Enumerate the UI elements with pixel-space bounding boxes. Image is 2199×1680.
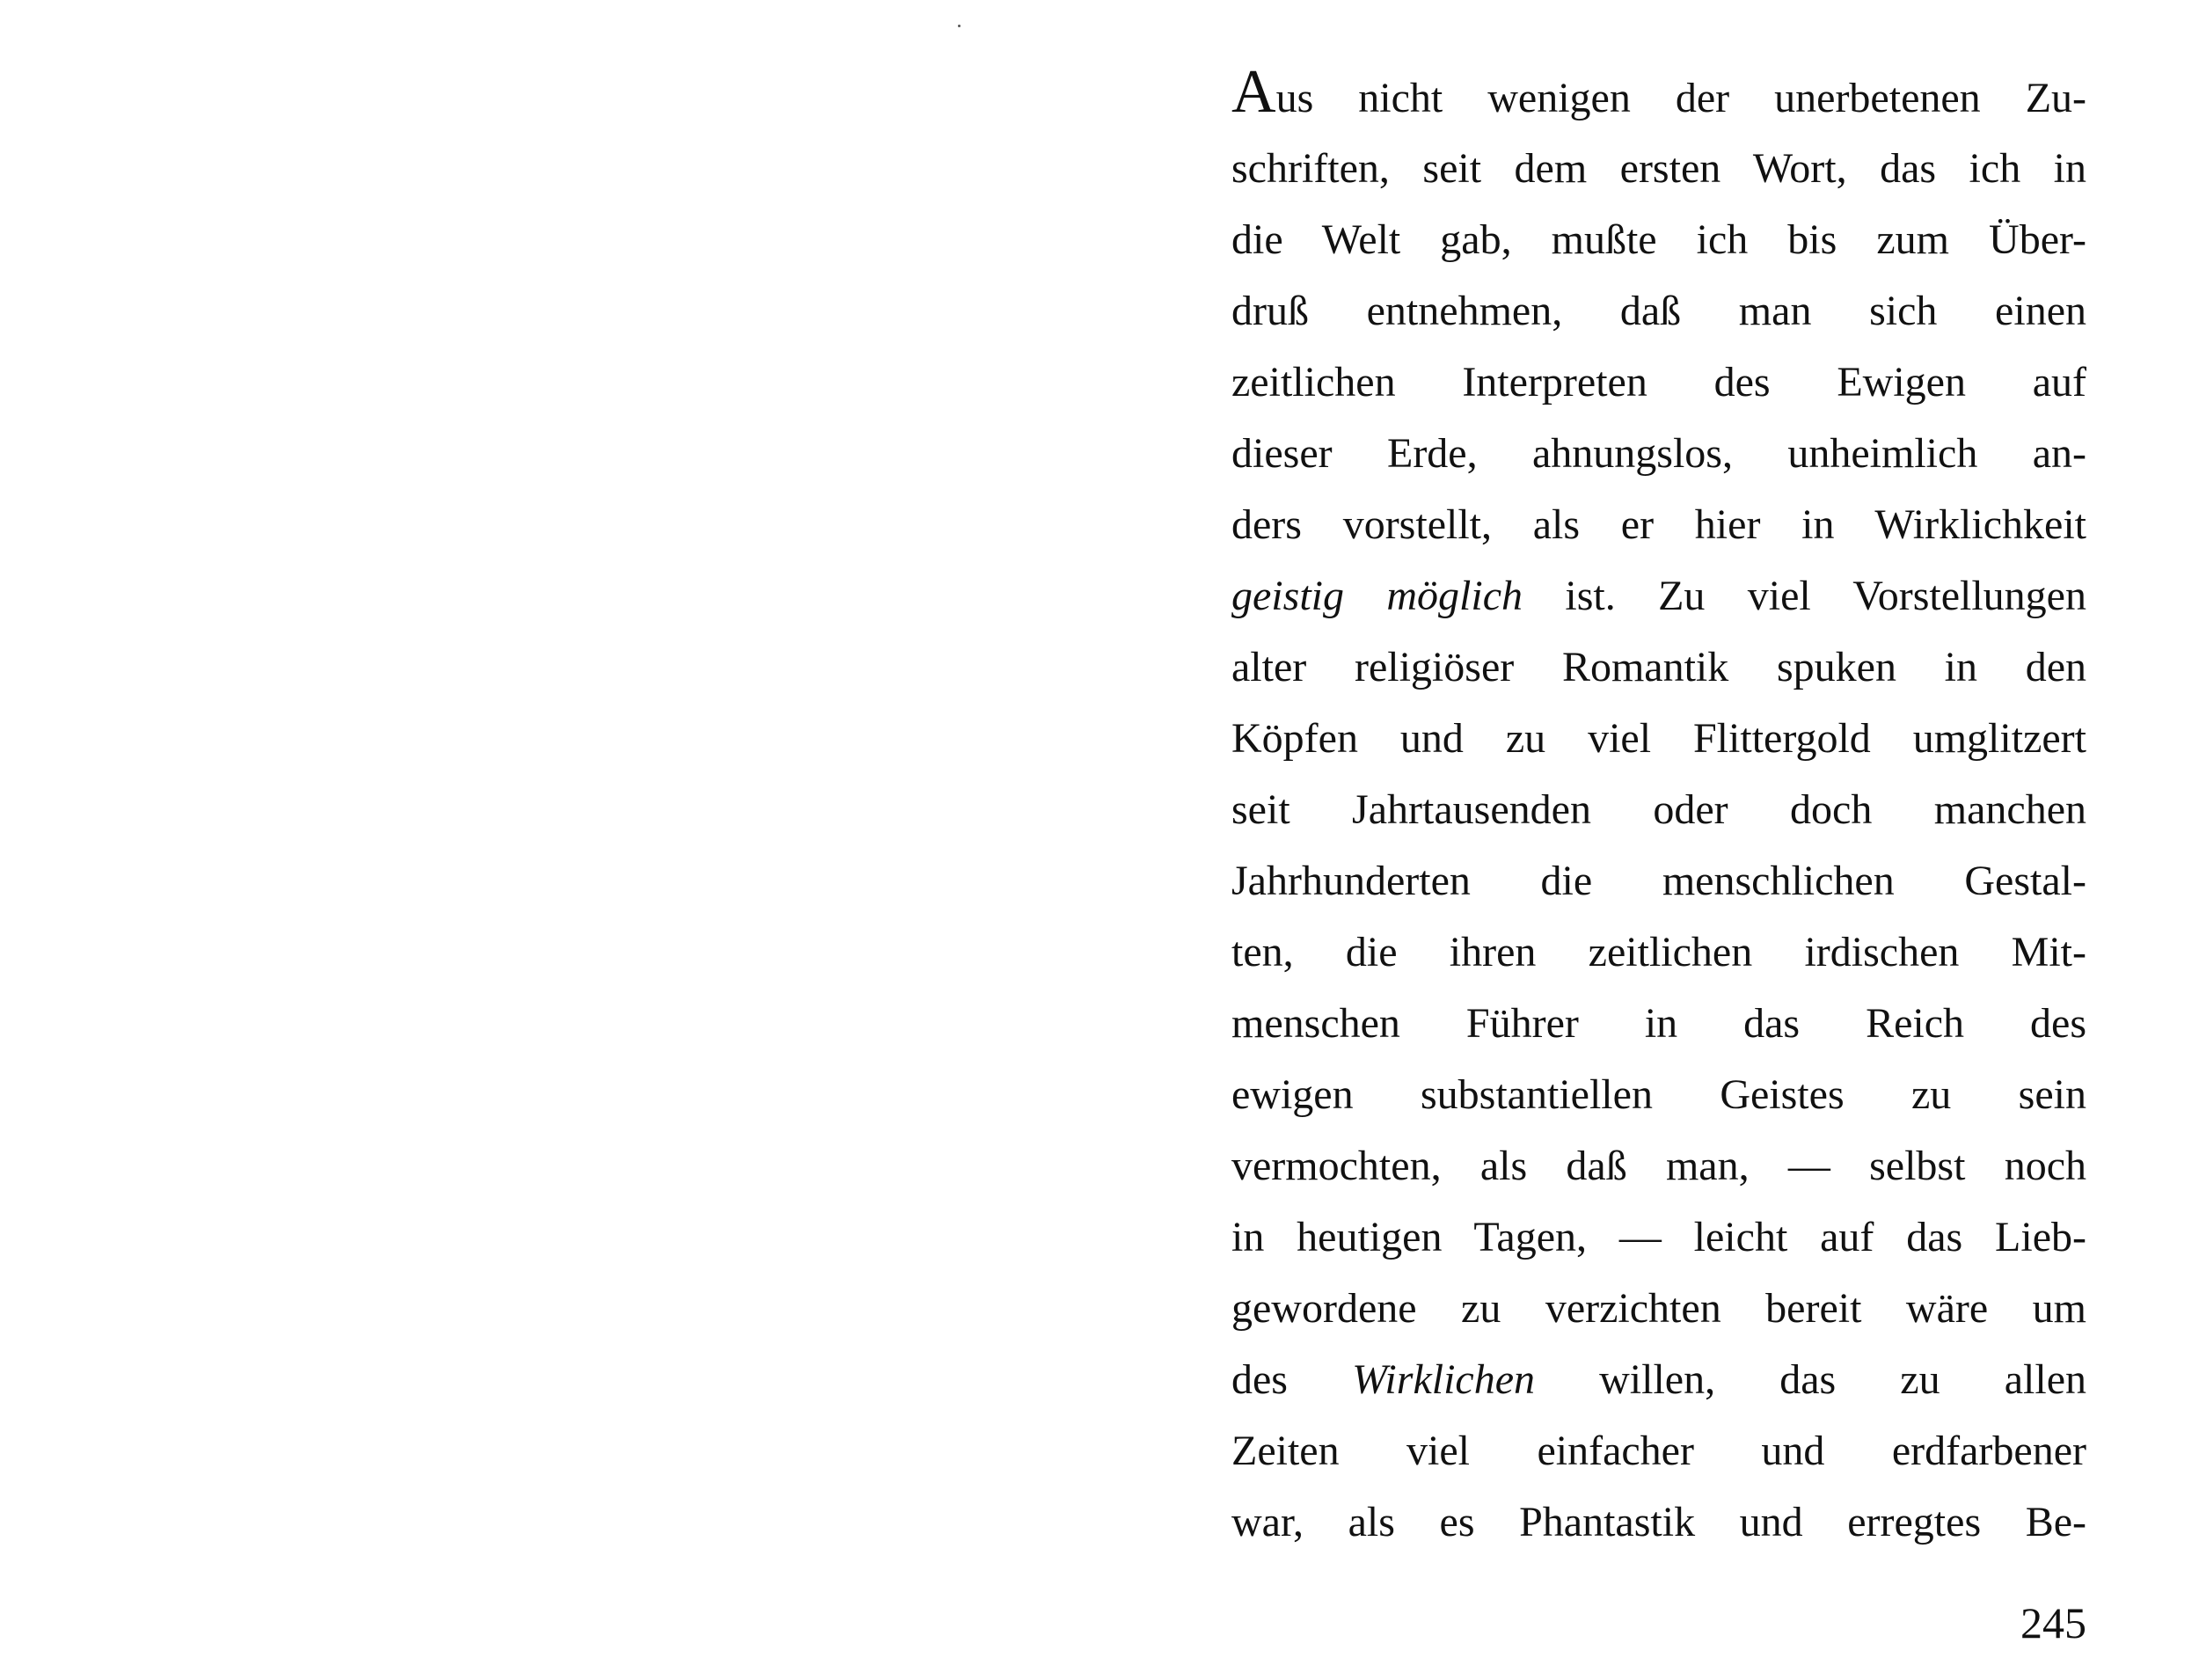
text-line-3: die Welt gab, mußte ich bis zum Über-	[1231, 216, 2086, 263]
paper-speck	[958, 25, 961, 27]
text-line-7: ders vorstellt, als er hier in Wirklichkeit	[1231, 501, 2086, 548]
text-line-13: ten, die ihren zeitlichen irdischen Mit-	[1231, 929, 2086, 975]
right-page	[1100, 0, 2199, 1680]
text-line-21: war, als es Phantastik und erregtes Be-	[1231, 1499, 2086, 1545]
text-line-1: Aus nicht wenigen der unerbetenen Zu-	[1231, 58, 2086, 126]
text-line-8: geistig möglich ist. Zu viel Vorstellungen	[1231, 573, 2086, 619]
text-line-12: Jahrhunderten die menschlichen Gestal-	[1231, 858, 2086, 904]
italic-word: Wirklichen	[1352, 1356, 1536, 1403]
text-line-16: vermochten, als daß man, — selbst noch	[1231, 1143, 2086, 1189]
text-line-14: menschen Führer in das Reich des	[1231, 1000, 2086, 1047]
text-line-19: des Wirklichen willen, das zu allen	[1231, 1356, 2087, 1403]
text-line-17: in heutigen Tagen, — leicht auf das Lieb-	[1231, 1214, 2086, 1260]
text-line-10: Köpfen und zu viel Flittergold umglitzert	[1231, 715, 2086, 762]
text-line-6: dieser Erde, ahnungslos, unheimlich an-	[1231, 430, 2086, 477]
text-line-18: gewordene zu verzichten bereit wäre um	[1231, 1285, 2086, 1332]
text-line-20: Zeiten viel einfacher und erdfarbener	[1231, 1428, 2086, 1474]
italic-phrase: geistig möglich	[1231, 573, 1523, 619]
body-text	[1231, 58, 2087, 1558]
text-line-4: druß entnehmen, daß man sich einen	[1231, 288, 2086, 334]
initial-letter: A	[1231, 58, 1276, 126]
text-line-2: schriften, seit dem ersten Wort, das ich in	[1231, 145, 2086, 192]
text-line-15: ewigen substantiellen Geistes zu sein	[1231, 1071, 2086, 1118]
text-line-9: alter religiöser Romantik spuken in den	[1231, 644, 2086, 690]
page-number: 245	[2020, 1598, 2086, 1647]
text-line-5: zeitlichen Interpreten des Ewigen auf	[1231, 359, 2086, 405]
text-line-11: seit Jahrtausenden oder doch manchen	[1231, 786, 2086, 833]
